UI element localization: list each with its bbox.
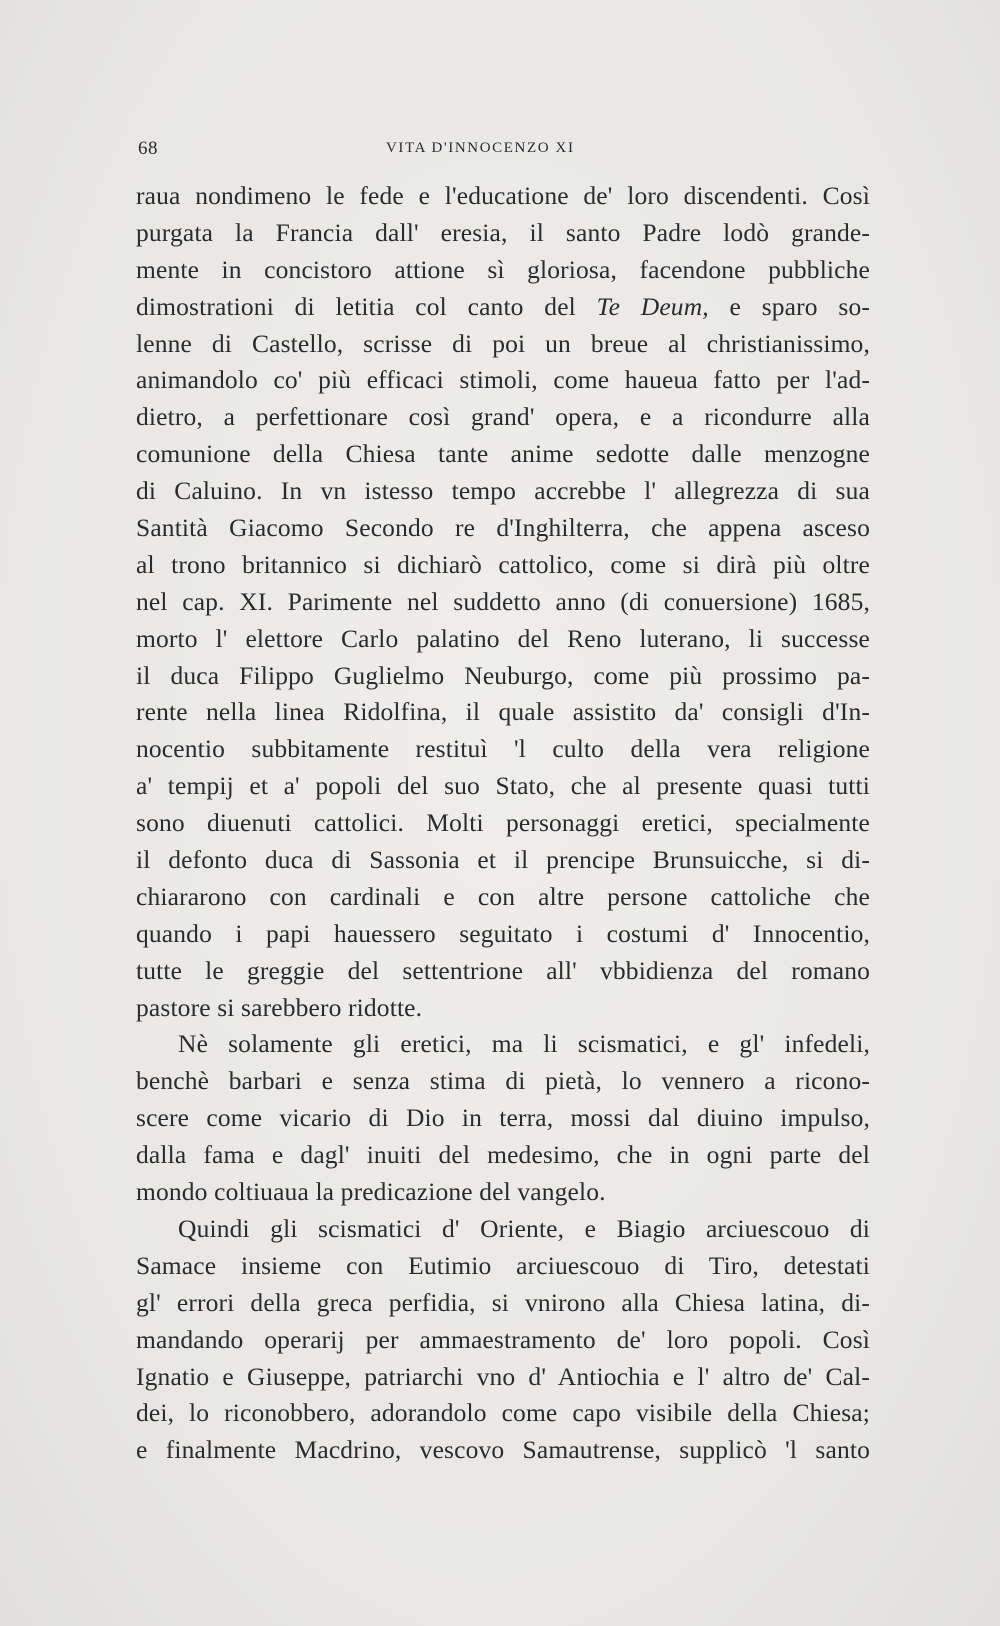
text-line: chiararono con cardinali e con altre persone cattoliche che <box>136 881 870 911</box>
text-segment: dimostrationi di letitia col canto del <box>136 291 597 321</box>
text-line: gl' errori della greca perfidia, si vnirono alla Chiesa latina, di- <box>136 1287 870 1317</box>
text-line: a' tempij et a' popoli del suo Stato, che al presente quasi tutti <box>136 771 870 801</box>
paragraph-end-line: mondo coltiuaua la predicazione del vangelo. <box>136 1177 606 1207</box>
text-line: mandando operarij per ammaestramento de' loro popoli. Così <box>136 1324 870 1354</box>
text-line: Ignatio e Giuseppe, patriarchi vno d' Antiochia e l' altro de' Cal- <box>136 1361 870 1391</box>
text-line: dalla fama e dagl' inuiti del medesimo, che in ogni parte del <box>136 1140 870 1170</box>
text-line: Samace insieme con Eutimio arciuescouo di Tiro, detestati <box>136 1250 870 1280</box>
running-head <box>138 138 878 164</box>
text-line: e finalmente Macdrino, vescovo Samautrense, supplicò 'l santo <box>136 1435 870 1465</box>
text-line: benchè barbari e senza stima di pietà, lo vennero a ricono- <box>136 1066 870 1096</box>
text-line: il defonto duca di Sassonia et il prencipe Brunsuicche, si di- <box>136 845 870 875</box>
text-line: purgata la Francia dall' eresia, il santo Padre lodò grande- <box>136 217 870 247</box>
body-text <box>136 178 870 1469</box>
text-line: Santità Giacomo Secondo re d'Inghilterra, che appena asceso <box>136 513 870 543</box>
paragraph-start-line: Quindi gli scismatici d' Oriente, e Biagio arciuescouo di <box>178 1213 870 1243</box>
text-line: nel cap. XI. Parimente nel suddetto anno (di conuersione) 1685, <box>136 586 870 616</box>
running-title: VITA D'INNOCENZO XI <box>386 140 575 156</box>
text-line: lenne di Castello, scrisse di poi un breue al christianissimo, <box>136 328 870 358</box>
text-line: il duca Filippo Guglielmo Neuburgo, come più prossimo pa- <box>136 660 870 690</box>
paragraph-end-line: pastore si sarebbero ridotte. <box>136 992 423 1022</box>
text-segment: e sparo so- <box>708 291 870 321</box>
text-line: comunione della Chiesa tante anime sedotte dalle menzogne <box>136 439 870 469</box>
text-line: nocentio subbitamente restituì 'l culto della vera religione <box>136 734 870 764</box>
text-line: scere come vicario di Dio in terra, mossi dal diuino impulso, <box>136 1103 870 1133</box>
text-line: tutte le greggie del settentrione all' vbbidienza del romano <box>136 955 870 985</box>
text-line: dietro, a perfettionare così grand' opera, e a ricondurre alla <box>136 402 870 432</box>
text-line: sono diuenuti cattolici. Molti personaggi eretici, specialmente <box>136 808 870 838</box>
text-line <box>136 289 870 326</box>
text-line: animandolo co' più efficaci stimoli, come haueua fatto per l'ad- <box>136 365 870 395</box>
text-line: di Caluino. In vn istesso tempo accrebbe l' allegrezza di sua <box>136 476 870 506</box>
text-line: al trono britannico si dichiarò cattolico, come si dirà più oltre <box>136 549 870 579</box>
text-line: quando i papi hauessero seguitato i costumi d' Innocentio, <box>136 918 870 948</box>
text-line: morto l' elettore Carlo palatino del Reno luterano, li successe <box>136 623 870 653</box>
text-line: rente nella linea Ridolfina, il quale assistito da' consigli d'In- <box>136 697 870 727</box>
text-line: dei, lo riconobbero, adorandolo come capo visibile della Chiesa; <box>136 1398 870 1428</box>
italic-phrase: Te Deum, <box>596 291 709 321</box>
paragraph-start-line: Nè solamente gli eretici, ma li scismatici, e gl' infedeli, <box>178 1029 870 1059</box>
text-line: raua nondimeno le fede e l'educatione de' loro discendenti. Così <box>136 181 870 210</box>
page-number: 68 <box>138 138 158 159</box>
text-line: mente in concistoro attione sì gloriosa, facendone pubbliche <box>136 254 870 284</box>
